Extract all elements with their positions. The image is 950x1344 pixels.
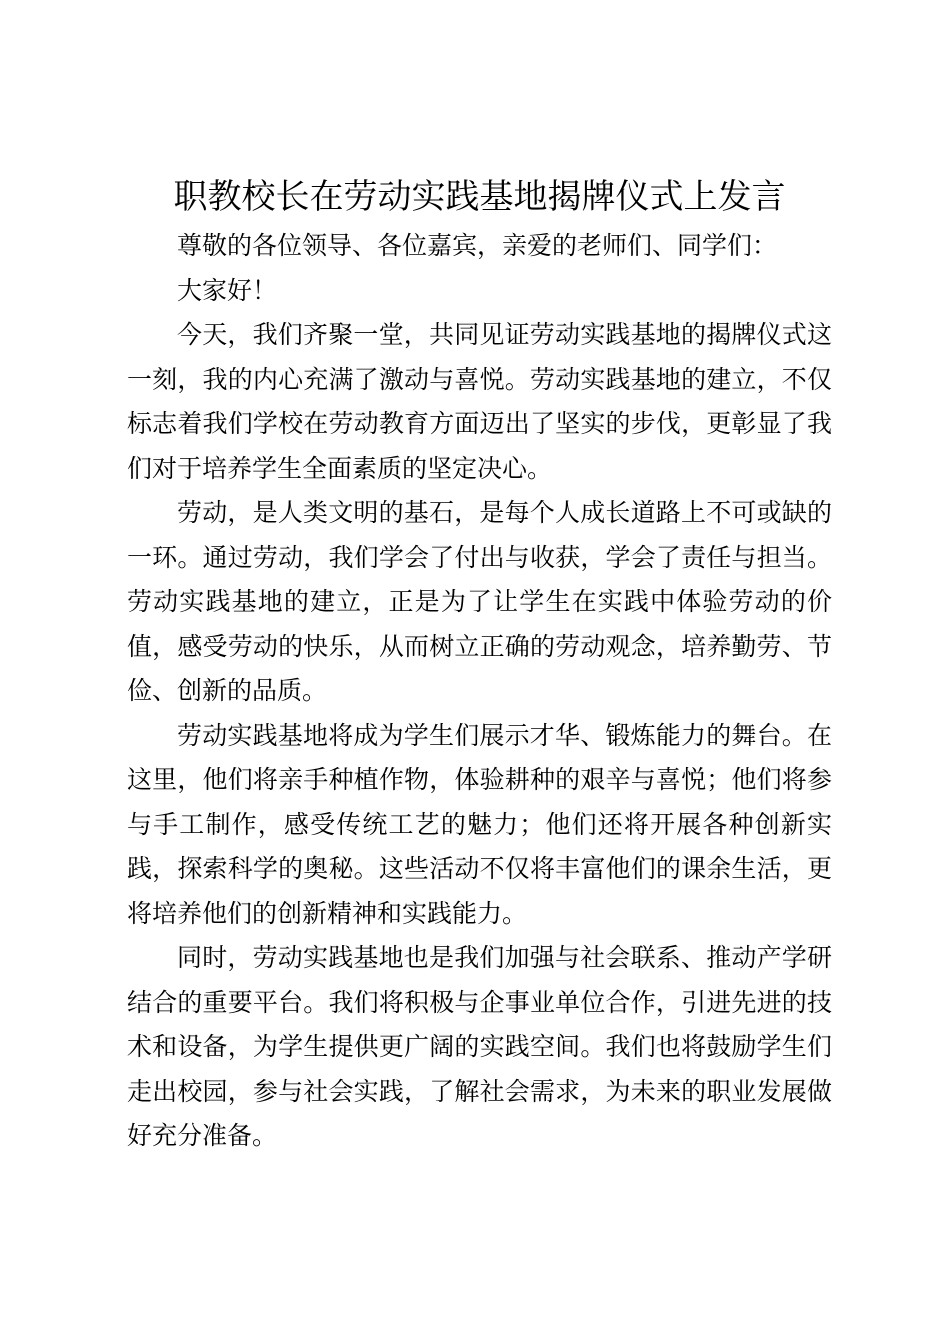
greeting: 大家好！ <box>177 275 278 305</box>
salutation: 尊敬的各位领导、各位嘉宾，亲爱的老师们、同学们： <box>177 231 778 260</box>
document-title: 职教校长在劳动实践基地揭牌仪式上发言 <box>173 177 786 217</box>
body-paragraph: 今天，我们齐聚一堂，共同见证劳动实践基地的揭牌仪式这一刻，我的内心充满了激动与喜悦。劳动实践基地的建立，不仅标志着我们学校在劳动教育方面迈出了坚实的步伐，更彰显了我们对于培养学生全面素质的坚定决心。 <box>127 320 832 483</box>
body-paragraph: 劳动实践基地将成为学生们展示才华、锻炼能力的舞台。在这里，他们将亲手种植作物，体验耕种的艰辛与喜悦；他们将参与手工制作，感受传统工艺的魅力；他们还将开展各种创新实践，探索科学的奥秘。这些活动不仅将丰富他们的课余生活，更将培养他们的创新精神和实践能力。 <box>127 720 832 928</box>
body-paragraph: 劳动，是人类文明的基石，是每个人成长道路上不可或缺的一环。通过劳动，我们学会了付出与收获，学会了责任与担当。劳动实践基地的建立，正是为了让学生在实践中体验劳动的价值，感受劳动的快乐，从而树立正确的劳动观念，培养勤劳、节俭、创新的品质。 <box>127 498 832 705</box>
body-paragraph: 同时，劳动实践基地也是我们加强与社会联系、推动产学研结合的重要平台。我们将积极与企事业单位合作，引进先进的技术和设备，为学生提供更广阔的实践空间。我们也将鼓励学生们走出校园，参与社会实践，了解社会需求，为未来的职业发展做好充分准备。 <box>127 943 832 1150</box>
document-body <box>127 224 832 1159</box>
